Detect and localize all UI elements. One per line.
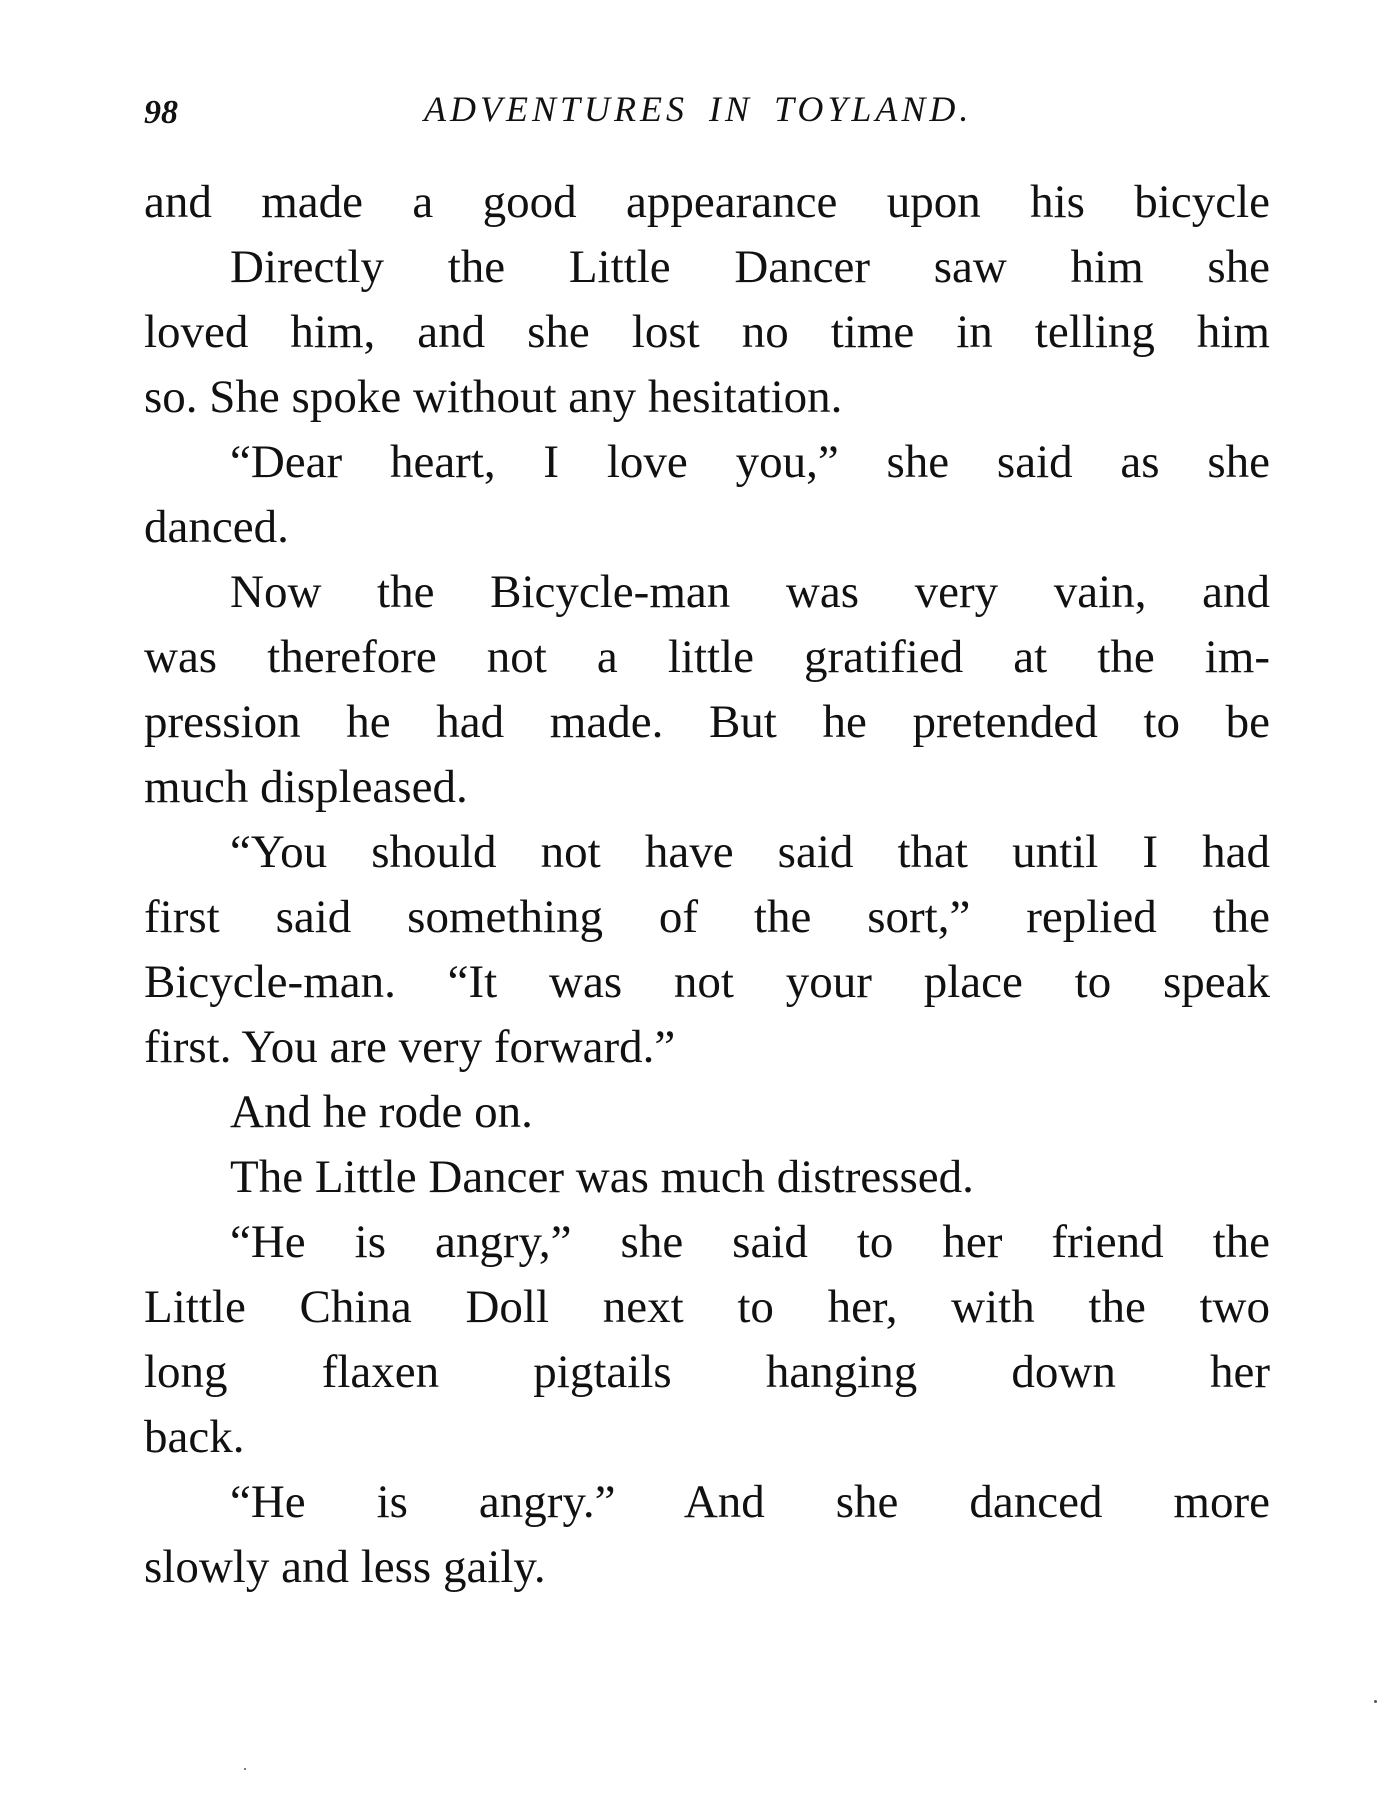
text-line: Now the Bicycle-man was very vain, and xyxy=(230,566,1270,618)
text-line: pression he had made. But he pretended to be xyxy=(144,696,1270,748)
text-line: was therefore not a little gratified at the im- xyxy=(144,631,1270,683)
text-line: loved him, and she lost no time in telling him xyxy=(144,306,1270,358)
text-line: danced. xyxy=(144,501,289,553)
text-line: back. xyxy=(144,1411,245,1463)
text-line: “He is angry,” she said to her friend the xyxy=(230,1216,1270,1268)
text-line: “He is angry.” And she danced more xyxy=(230,1476,1270,1528)
text-line: long flaxen pigtails hanging down her xyxy=(144,1346,1270,1398)
text-line: much displeased. xyxy=(144,761,468,813)
text-line: “Dear heart, I love you,” she said as she xyxy=(230,436,1270,488)
text-line: first said something of the sort,” replied the xyxy=(144,891,1270,943)
text-line: Bicycle-man. “It was not your place to speak xyxy=(144,956,1270,1008)
text-line: “You should not have said that until I had xyxy=(230,826,1270,878)
page-number: 98 xyxy=(144,94,178,131)
text-line: And he rode on. xyxy=(230,1086,533,1138)
text-line: slowly and less gaily. xyxy=(144,1541,546,1593)
running-head xyxy=(144,86,1270,138)
text-line: The Little Dancer was much distressed. xyxy=(230,1151,974,1203)
body-text xyxy=(144,170,1270,1600)
text-line: Little China Doll next to her, with the two xyxy=(144,1281,1270,1333)
text-line: first. You are very forward.” xyxy=(144,1021,676,1073)
print-speck xyxy=(1374,1700,1377,1703)
running-title: ADVENTURES IN TOYLAND. xyxy=(424,89,973,129)
print-speck xyxy=(244,1768,246,1770)
text-line: and made a good appearance upon his bicycle xyxy=(144,176,1270,228)
text-line: Directly the Little Dancer saw him she xyxy=(230,241,1270,293)
text-line: so. She spoke without any hesitation. xyxy=(144,371,843,423)
